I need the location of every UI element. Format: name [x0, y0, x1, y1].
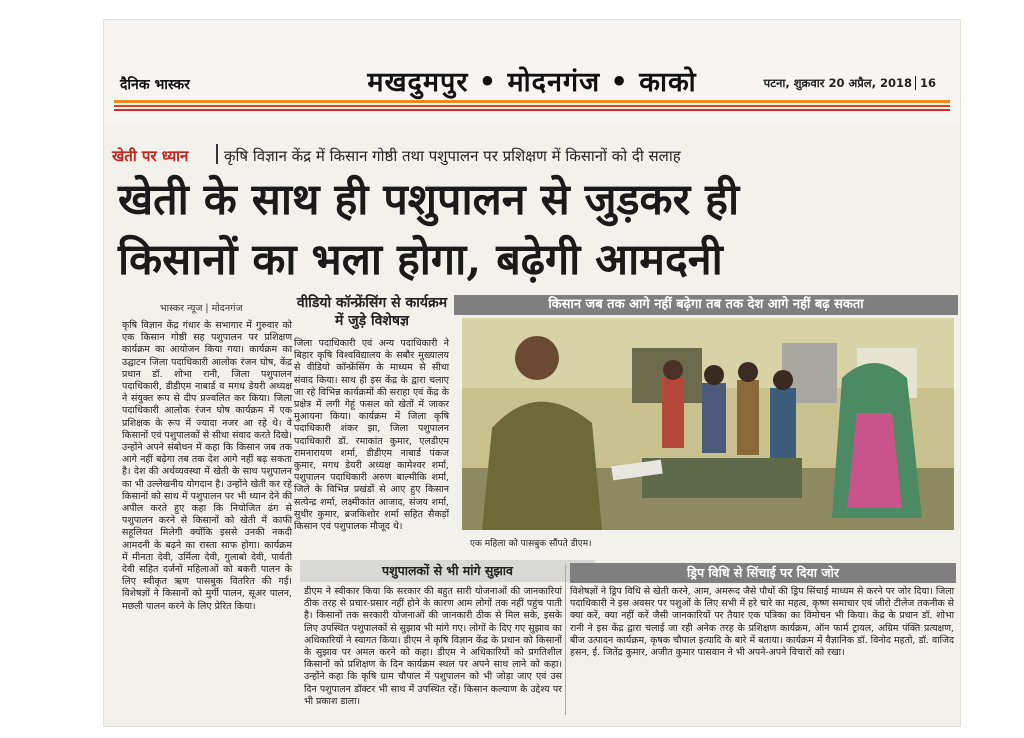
kicker-label: खेती पर ध्यान — [112, 147, 189, 165]
drip-box-heading: ड्रिप विधि से सिंचाई पर दिया जोर — [570, 563, 956, 583]
masthead — [104, 20, 960, 125]
dateline — [764, 76, 936, 91]
article-headline — [118, 170, 818, 290]
suggestions-box-heading: पशुपालकों से भी मांगे सुझाव — [300, 560, 595, 582]
headline-line-1: खेती के साथ ही पशुपालन से जुड़कर ही — [118, 175, 740, 225]
body-text: विशेषज्ञों ने ड्रिप विधि से खेती करने, आम, अमरूद जैसे पौधों की ड्रिप सिंचाई माध्यम से करने पर जोर दिया। जिला पदाधिकारी ने इस अवसर पर पशुओं के लिए सभी में हरे चारे का महत्व, कृष्ण समाचार एवं जीरो टीलेज तकनीक से क्या करें, क्या नहीं करें जैसी जानकारियों पर तैयार एक पत्रिका का विमोचन भी किया। केंद्र के प्रधान डॉ. शोभा रानी ने इस केंद्र द्वारा चलाई जा रही अनेक तरह के प्रशिक्षण कार्यक्रम, ऑन फार्म ट्रायल, अग्रिम पंक्ति प्रत्यक्षण, बीज उत्पादन कार्यक्रम, कृषक चौपाल इत्यादि के बारे में बताया। कार्यक्रम में वैज्ञानिक डॉ. विनोद महतो, डॉ. वाजिद हसन, ई. जितेंद्र कुमार, अजीत कुमार पासवान ने भी अपने-अपने विचारों को रखा। — [570, 586, 954, 659]
brand-logo: दैनिक भास्कर — [120, 77, 190, 93]
body-text: जिला पदाधिकारी एवं अन्य पदाधिकारी ने बिहार कृषि विश्वविद्यालय के सबौर मुख्यालय से वीडियो कॉन्फ्रेंसिंग के माध्यम से सीधा संवाद किया। साथ ही इस केंद्र के द्वारा चलाए जा रहे विभिन्न कार्यक्रमों की सराहा एवं केंद्र के प्रक्षेत्र में लगी गेहूं फसल को खेतों में जाकर मुआयना किया। कार्यक्रम में जिला कृषि पदाधिकारी शंकर झा, जिला पशुपालन पदाधिकारी डॉ. रमाकांत कुमार, एलडीएम रामनारायण शर्मा, डीडीएम नाबार्ड पंकज कुमार, मगध डेयरी अध्यक्ष कामेश्वर शर्मा, पशुपालन पदाधिकारी अरुण बाल्मीकि शर्मा, जिले के विभिन्न प्रखंडों से आए हुए किसान सत्येन्द्र शर्मा, लक्ष्मीकांत आजाद, संजय शर्मा, सुधीर कुमार, ब्रजकिशोर शर्मा सहित सैकड़ों किसान एवं पशुपालक मौजूद थे। — [294, 338, 449, 533]
page-number: 16 — [915, 76, 936, 90]
dateline-text: पटना, शुक्रवार 20 अप्रैल, 2018 — [763, 76, 912, 90]
newspaper-clipping — [104, 20, 960, 726]
body-text: डीएम ने स्वीकार किया कि सरकार की बहुत सारी योजनाओं की जानकारियां ठीक तरह से प्रचार-प्रसार नहीं होने के कारण आम लोगों तक नहीं पहुंच पाती है। किसानों तक सरकारी योजनाओं की जानकारी ठीक से मिल सके, इसके लिए उपस्थित पशुपालकों से सुझाव भी मांगे गए। लोगों के दिए गए सुझाव का अधिकारियों ने स्वागत किया। डीएम ने कृषि विज्ञान केंद्र के प्रधान को किसानों के सुझाव पर अमल करने को कहा। डीएम ने अधिकारियों को प्रगतिशील किसानों को प्रशिक्षण के दिन कार्यक्रम स्थल पर अपने साथ लाने को कहा। उन्होंने कहा कि कृषि ग्राम चौपाल में पशुपालन को भी जोड़ा जाए एवं उस दिन पशुपालन डॉक्टर भी साथ में उपस्थित रहें। किसान कल्याण के उद्देश्य पर भी प्रकाश डाला। — [304, 586, 562, 707]
body-column-4 — [570, 586, 954, 659]
column-divider — [565, 565, 566, 715]
article-deck: कृषि विज्ञान केंद्र में किसान गोष्ठी तथा पशुपालन पर प्रशिक्षण में किसानों को दी सलाह — [224, 147, 681, 165]
sub-heading: वीडियो कॉन्फ्रेंसिंग से कार्यक्रम में जुड़े विशेषज्ञ — [296, 295, 448, 329]
body-column-2 — [294, 338, 449, 533]
body-column-1 — [122, 320, 292, 613]
body-column-3 — [304, 586, 562, 708]
photo-banner: किसान जब तक आगे नहीं बढ़ेगा तब तक देश आगे नहीं बढ़ सकता — [454, 295, 958, 315]
body-text: कृषि विज्ञान केंद्र गंधार के सभागार में गुरुवार को एक किसान गोष्ठी सह पशुपालन पर प्रशिक्षण कार्यक्रम का आयोजन किया गया। कार्यक्रम का उद्घाटन जिला पदाधिकारी आलोक रंजन घोष, केंद्र प्रधान डॉ. शोभा रानी, जिला पशुपालन पदाधिकारी, डीडीएम नाबार्ड व मगध डेयरी अध्यक्ष ने संयुक्त रूप से दीप प्रज्वलित कर किया। जिला पदाधिकारी आलोक रंजन घोष कार्यक्रम में एक प्रशिक्षक के रूप में ज्यादा नजर आ रहे थे। वे किसानों एवं पशुपालकों से सीधा संवाद करते दिखे। उन्होंने अपने संबोधन में कहा कि किसान जब तक आगे नहीं बढ़ेगा तब तक देश आगे नहीं बढ़ सकता है। देश की अर्थव्यवस्था में खेती के साथ पशुपालन का भी उल्लेखनीय योगदान है। उन्होंने खेती कर रहे किसानों को साथ में पशुपालन पर भी ध्यान देने की अपील करते हुए कहा कि नियोजित ढंग से पशुपालन करने से किसानों को खेती में काफी सहूलियत मिलेगी क्योंकि इससे उनकी नकदी आमदनी के बढ़ने का रास्ता साफ होगा। कार्यक्रम में मीनता देवी, उर्मिला देवी, गुलाबो देवी, पार्वती देवी सहित दर्जनों महिलाओं को बकरी पालन के लिए स्वीकृत ऋण पासबुक वितरित की गई। विशेषज्ञों ने किसानों को मुर्गी पालन, सूअर पालन, मछली पालन करने के लिए प्रेरित किया। — [122, 320, 292, 612]
photo-image — [462, 318, 954, 530]
byline: भास्कर न्यूज | मोदनगंज — [160, 303, 243, 314]
kicker-divider — [216, 144, 218, 164]
masthead-stripes — [114, 100, 950, 114]
photo-caption: एक महिला को पासबुक सौंपते डीएम। — [470, 539, 592, 549]
news-photo — [462, 318, 954, 530]
edition-title: मखदुमपुर • मोदनगंज • काको — [367, 67, 697, 98]
headline-line-2: किसानों का भला होगा, बढ़ेगी आमदनी — [118, 235, 723, 285]
